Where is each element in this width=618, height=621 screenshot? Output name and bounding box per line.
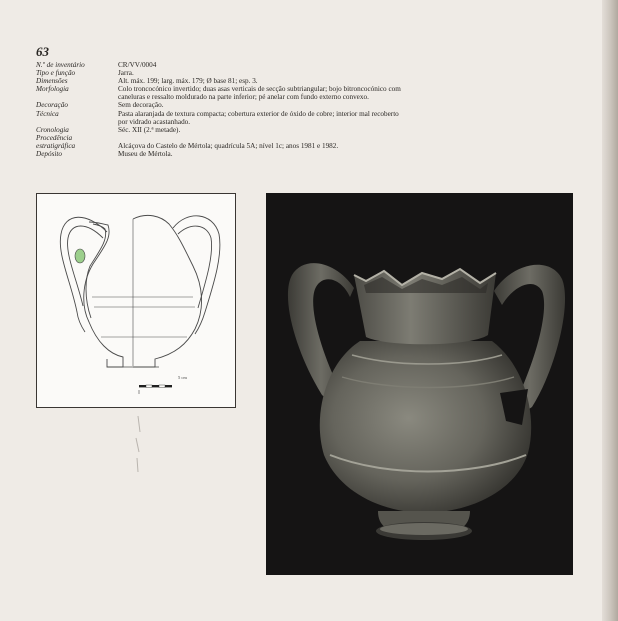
field-type-function [36,69,406,77]
field-label: estratigráfica [36,141,76,150]
field-label: Dimensões [36,77,68,86]
jar-photograph [266,193,573,575]
field-provenance [36,134,406,142]
field-value: Alt. máx. 199; larg. máx. 179; Ø base 81; esp. 3. [118,77,258,86]
field-label: Tipo e função [36,69,76,78]
field-value: Sem decoração. [118,101,164,110]
catalog-fields [36,61,406,158]
field-chronology [36,126,406,134]
field-label: N.º de inventário [36,61,85,69]
field-label: Cronologia [36,125,69,134]
field-label: Procedência [36,133,73,142]
scale-bar-icon [139,385,172,394]
field-value: Jarra. [118,69,134,78]
field-dimensions [36,77,406,85]
field-inventory-number [36,61,406,69]
field-decoration [36,101,406,109]
field-value: CR/VV/0004 [118,61,157,69]
field-stratigraphic [36,142,406,150]
field-label: Técnica [36,109,59,118]
field-technique [36,110,406,126]
field-label: Decoração [36,101,68,110]
entry-number: 63 [36,44,49,59]
field-value: Séc. XII (2.ª metade). [118,125,181,134]
field-morphology [36,85,406,101]
page-gutter-shadow [602,0,618,621]
technical-drawing [36,193,236,408]
field-repository [36,150,406,158]
field-value: Alcáçova do Castelo de Mértola; quadrícula 5A; nível 1c; anos 1981 e 1982. [118,141,339,150]
field-value [118,134,406,142]
field-label: Depósito [36,150,62,159]
field-value: Colo troncocónico invertido; duas asas verticais de secção subtriangular; bojo bitroncocónico com caneluras e ressalto moldurado na parte inferior; pé anelar com fundo externo convexo. [118,85,401,102]
jar-photo-icon [266,193,573,575]
jar-drawing-icon [37,194,237,409]
field-value: Pasta alaranjada de textura compacta; cobertura exterior de óxido de cobre; interior mal recoberto por vidrado acastanhado. [118,109,399,126]
field-value: Museu de Mértola. [118,150,173,159]
bleed-through-marks [120,412,160,482]
scale-label: 5 cm [178,375,187,380]
field-label: Morfologia [36,85,69,94]
